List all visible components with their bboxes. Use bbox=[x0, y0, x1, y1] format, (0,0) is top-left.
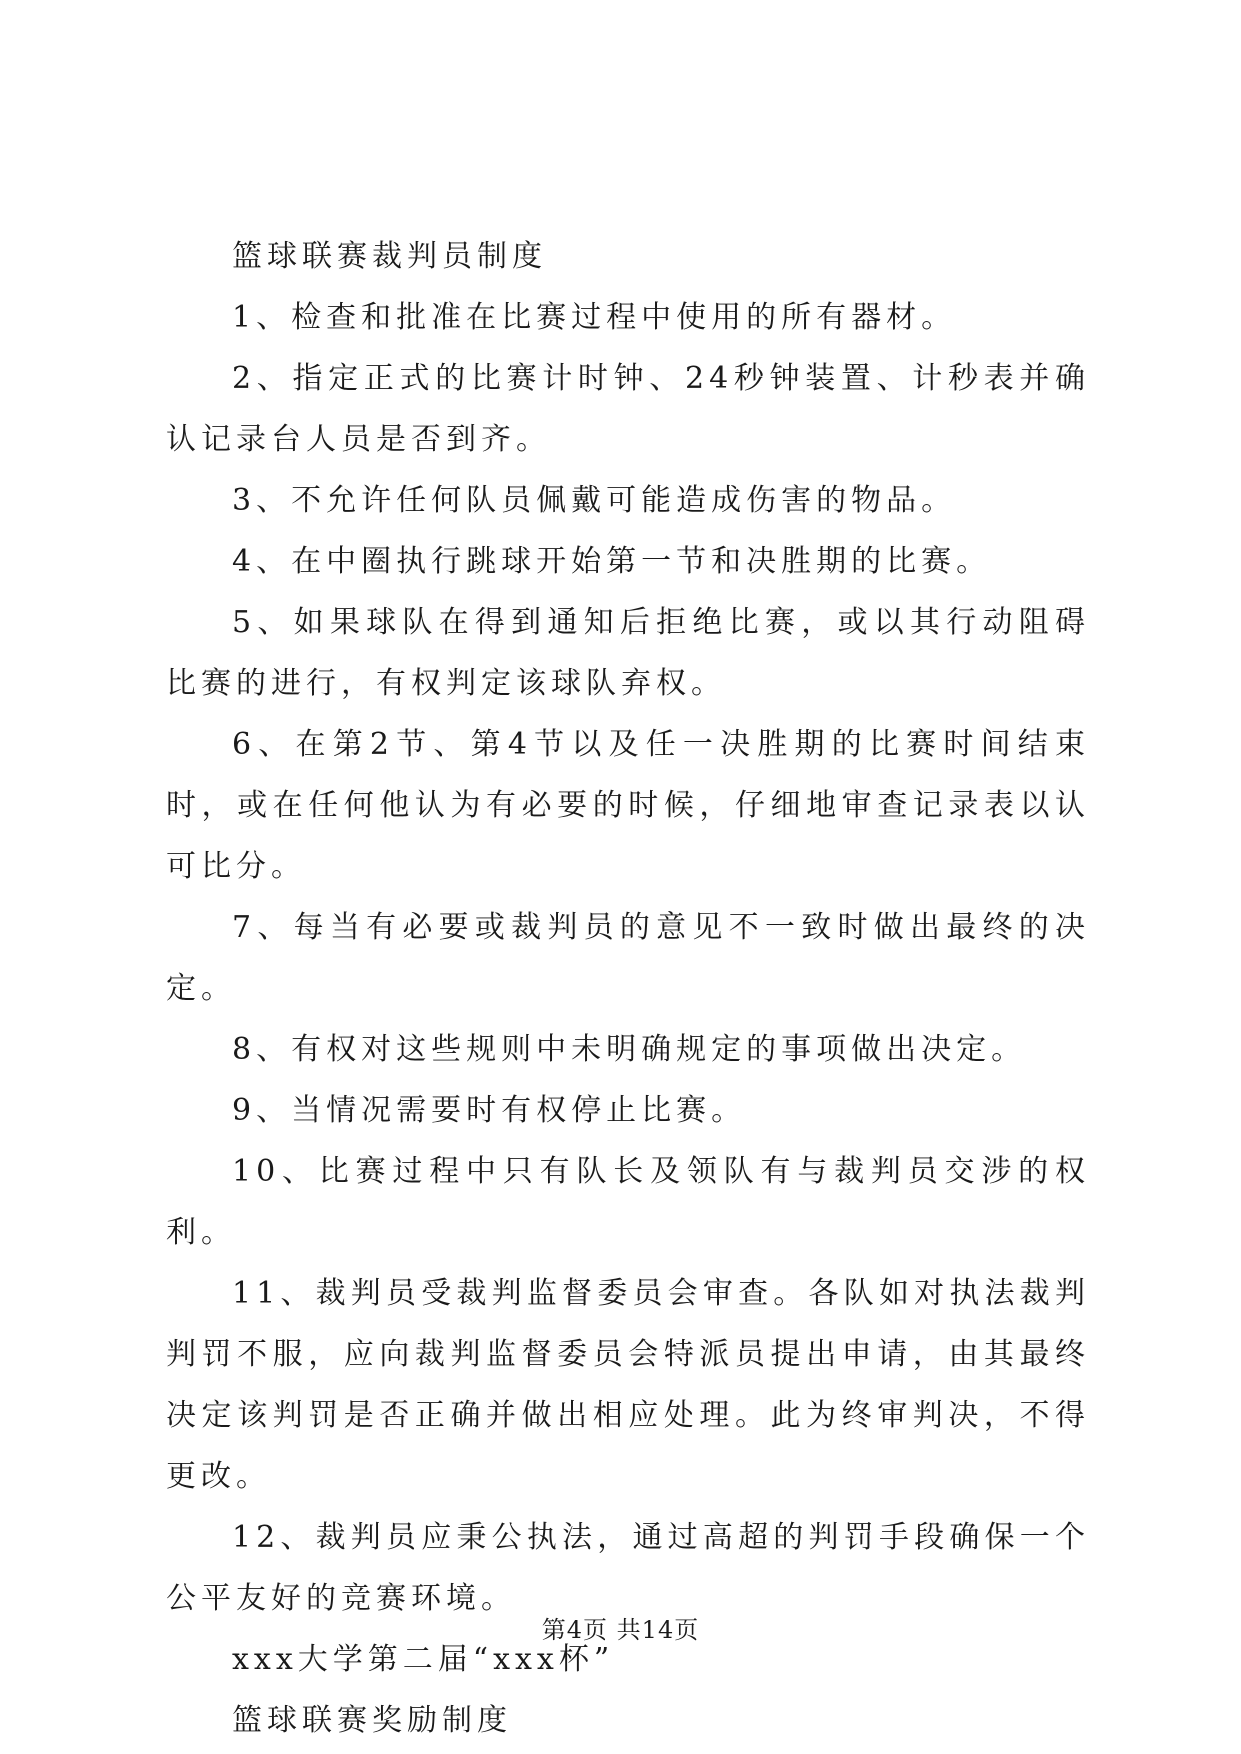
rule-item-4: 4、在中圈执行跳球开始第一节和决胜期的比赛。 bbox=[232, 544, 992, 579]
section-title-referee-rules: 篮球联赛裁判员制度 bbox=[232, 239, 547, 274]
event-name-heading: xxx大学第二届“xxx杯” bbox=[232, 1642, 615, 1677]
page-number-footer: 第4页 共14页 bbox=[541, 1616, 700, 1644]
rule-item-6: 6、在第2节、第4节以及任一决胜期的比赛时间结束时，或在任何他认为有必要的时候，仔细地审查记录表以认可比分。 bbox=[166, 727, 1090, 884]
rule-item-3: 3、不允许任何队员佩戴可能造成伤害的物品。 bbox=[232, 483, 957, 518]
rule-item-12: 12、裁判员应秉公执法，通过高超的判罚手段确保一个公平友好的竞赛环境。 bbox=[166, 1520, 1090, 1616]
rule-item-10: 10、比赛过程中只有队长及领队有与裁判员交涉的权利。 bbox=[166, 1154, 1090, 1250]
rule-item-2: 2、指定正式的比赛计时钟、24秒钟装置、计秒表并确认记录台人员是否到齐。 bbox=[166, 361, 1090, 457]
rule-item-7: 7、每当有必要或裁判员的意见不一致时做出最终的决定。 bbox=[166, 910, 1090, 1006]
rule-item-9: 9、当情况需要时有权停止比赛。 bbox=[232, 1093, 747, 1128]
rule-item-1: 1、检查和批准在比赛过程中使用的所有器材。 bbox=[232, 300, 957, 335]
rule-item-5: 5、如果球队在得到通知后拒绝比赛，或以其行动阻碍比赛的进行，有权判定该球队弃权。 bbox=[166, 605, 1090, 701]
rule-item-11: 11、裁判员受裁判监督委员会审查。各队如对执法裁判判罚不服，应向裁判监督委员会特派员提出申请，由其最终决定该判罚是否正确并做出相应处理。此为终审判决，不得更改。 bbox=[166, 1276, 1090, 1494]
section-title-reward-rules: 篮球联赛奖励制度 bbox=[232, 1703, 512, 1738]
document-body bbox=[166, 226, 1090, 1751]
rule-item-8: 8、有权对这些规则中未明确规定的事项做出决定。 bbox=[232, 1032, 1027, 1067]
